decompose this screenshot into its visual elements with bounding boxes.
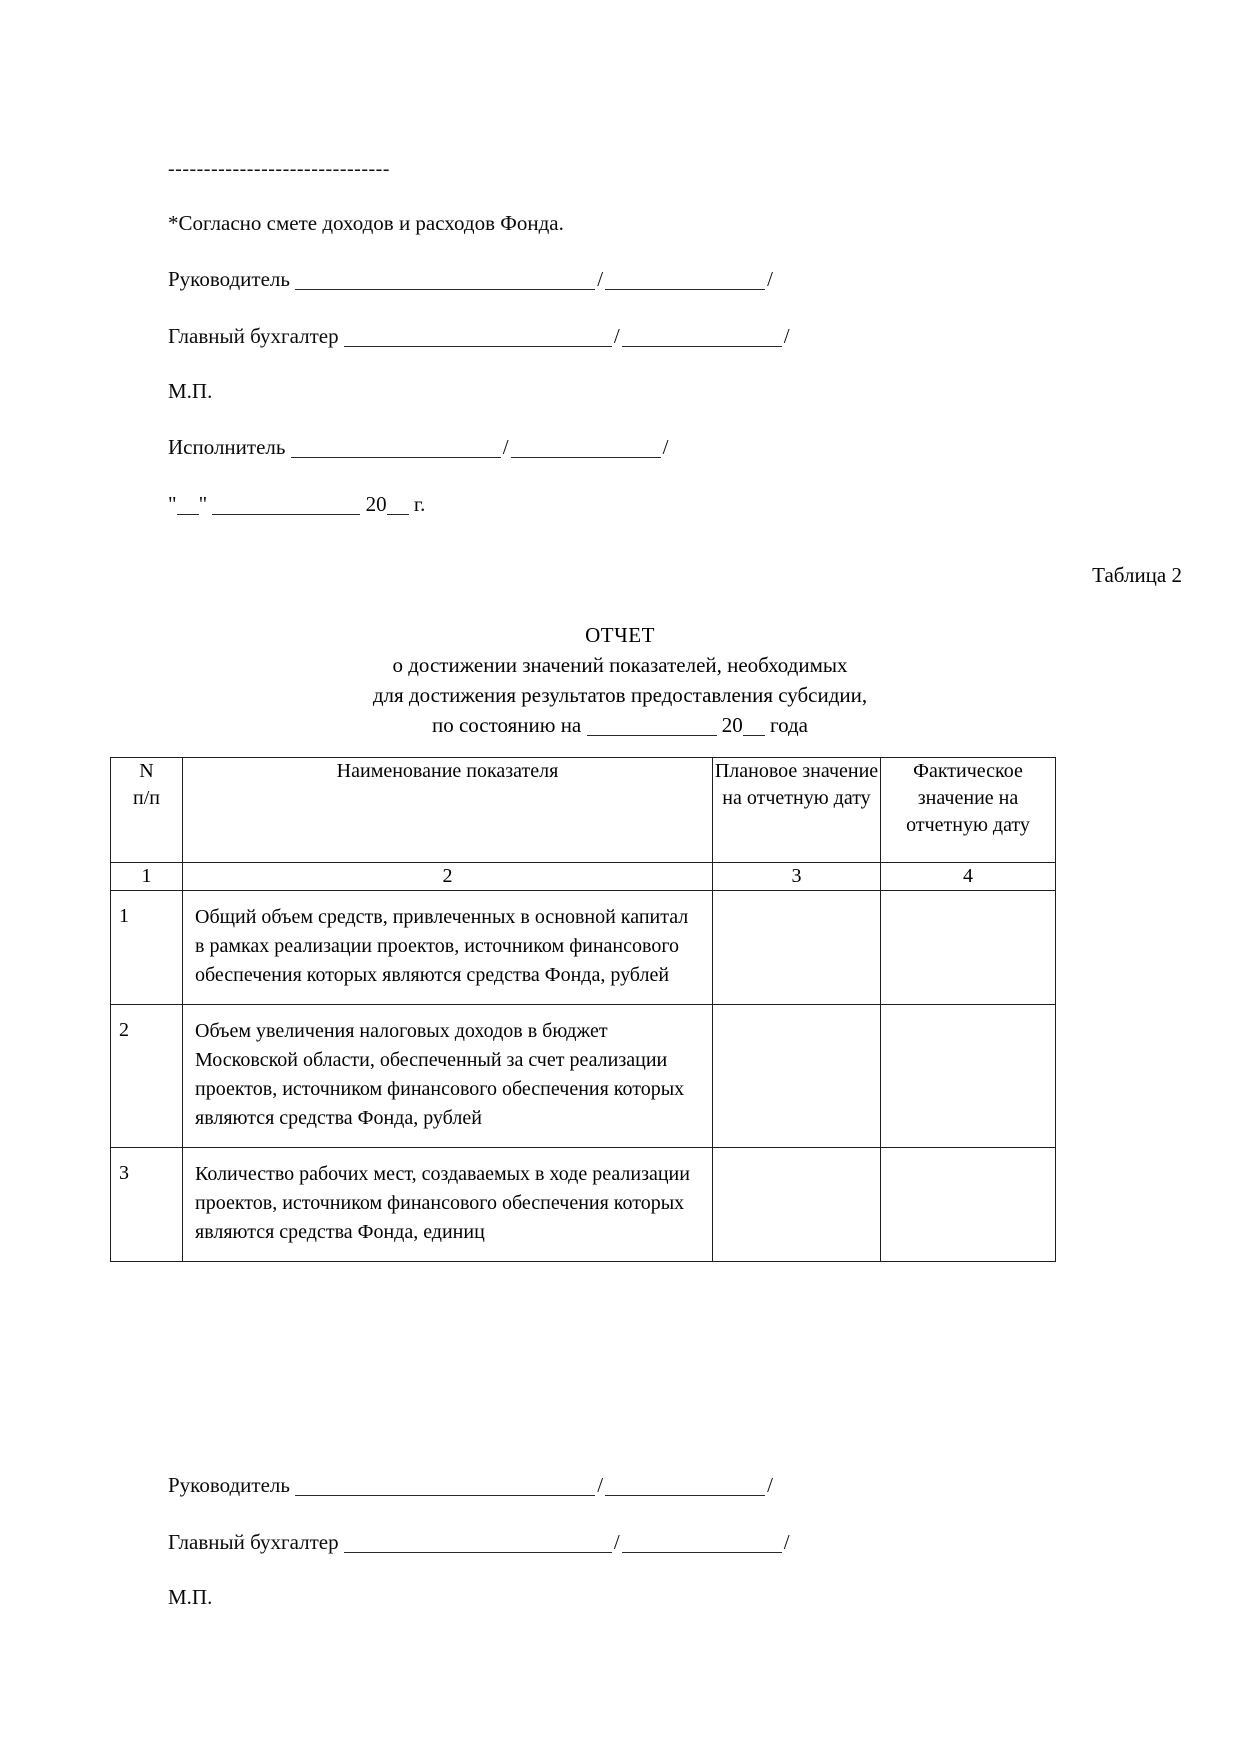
signature-row-accountant-top bbox=[168, 321, 1068, 351]
report-subtitle-line-2: для достижения результатов предоставления субсидии, bbox=[372, 683, 868, 707]
signature-rule-name[interactable] bbox=[295, 289, 595, 290]
date-month-rule[interactable] bbox=[212, 514, 360, 515]
signature-rule-decode[interactable] bbox=[605, 289, 765, 290]
report-title-block bbox=[0, 620, 1240, 740]
table-row bbox=[111, 891, 1056, 1005]
executor-slash-2: / bbox=[662, 435, 669, 459]
report-date-year-rule[interactable] bbox=[743, 735, 765, 736]
signature-slash-1: / bbox=[597, 267, 604, 291]
signature-rule-name[interactable] bbox=[295, 1495, 595, 1496]
table-header-number-n: N bbox=[139, 760, 154, 782]
table-header-number bbox=[111, 758, 183, 863]
row-fact-value[interactable] bbox=[881, 891, 1056, 1005]
signature-slash-1: / bbox=[613, 1530, 620, 1554]
report-date-prefix: по состоянию на bbox=[431, 713, 582, 737]
signature-slash-2: / bbox=[767, 267, 773, 291]
executor-rule-name[interactable] bbox=[291, 457, 501, 458]
row-number: 3 bbox=[111, 1148, 183, 1262]
signature-rule-decode[interactable] bbox=[622, 346, 782, 347]
column-number-3: 3 bbox=[713, 863, 881, 891]
column-number-1: 1 bbox=[111, 863, 183, 891]
table-header-plan: Плановое значение на отчетную дату bbox=[713, 758, 881, 863]
column-number-2: 2 bbox=[183, 863, 713, 891]
date-line-top bbox=[168, 489, 1068, 519]
dashed-separator: ------------------------------- bbox=[168, 158, 390, 180]
row-indicator-name: Количество рабочих мест, создаваемых в ходе реализации проектов, источником финансового обеспечения которых являются средства Фонда, единиц bbox=[183, 1148, 713, 1262]
row-number: 2 bbox=[111, 1005, 183, 1148]
date-year-suffix: г. bbox=[413, 492, 426, 516]
row-fact-value[interactable] bbox=[881, 1005, 1056, 1148]
signature-slash-2: / bbox=[783, 1530, 790, 1554]
top-signature-block bbox=[168, 155, 1068, 519]
row-plan-value[interactable] bbox=[713, 891, 881, 1005]
row-fact-value[interactable] bbox=[881, 1148, 1056, 1262]
report-date-rule[interactable] bbox=[587, 735, 717, 736]
date-year-rule[interactable] bbox=[387, 514, 409, 515]
table-row bbox=[111, 1148, 1056, 1262]
signature-rule-name[interactable] bbox=[344, 1552, 612, 1553]
signature-row-accountant-bottom bbox=[168, 1527, 1068, 1557]
signature-row-director-bottom bbox=[168, 1470, 1068, 1500]
table-number-label: Таблица 2 bbox=[1092, 563, 1182, 587]
date-year-prefix: 20 bbox=[365, 492, 387, 516]
report-date-suffix: года bbox=[770, 713, 809, 737]
table-row bbox=[111, 1005, 1056, 1148]
date-quote-close: " bbox=[198, 492, 208, 516]
signature-rule-decode[interactable] bbox=[605, 1495, 765, 1496]
date-day-rule[interactable] bbox=[177, 514, 199, 515]
report-date-year: 20 bbox=[721, 713, 743, 737]
signature-rule-decode[interactable] bbox=[622, 1552, 782, 1553]
signature-label-accountant-bottom: Главный бухгалтер bbox=[168, 1530, 339, 1554]
signature-row-director-top bbox=[168, 264, 1068, 294]
row-number: 1 bbox=[111, 891, 183, 1005]
table-header-fact: Фактическое значение на отчетную дату bbox=[881, 758, 1056, 863]
row-plan-value[interactable] bbox=[713, 1005, 881, 1148]
report-subtitle-line-1: о достижении значений показателей, необходимых bbox=[392, 653, 848, 677]
signature-row-executor bbox=[168, 432, 1068, 462]
stamp-label-top: М.П. bbox=[168, 379, 213, 403]
row-indicator-name: Объем увеличения налоговых доходов в бюджет Московской области, обеспеченный за счет реализации проектов, источником финансового обеспечения которых являются средства Фонда, рублей bbox=[183, 1005, 713, 1148]
column-number-4: 4 bbox=[881, 863, 1056, 891]
signature-slash-2: / bbox=[783, 324, 790, 348]
stamp-label-bottom: М.П. bbox=[168, 1585, 213, 1609]
page-title: ОТЧЕТ bbox=[585, 623, 655, 647]
footnote-text: *Согласно смете доходов и расходов Фонда. bbox=[168, 211, 564, 235]
report-date-line bbox=[0, 710, 1240, 740]
table-header-name: Наименование показателя bbox=[183, 758, 713, 863]
date-quote-open: " bbox=[168, 492, 177, 516]
signature-label-director-top: Руководитель bbox=[168, 267, 290, 291]
signature-slash-1: / bbox=[613, 324, 620, 348]
signature-slash-2: / bbox=[767, 1473, 773, 1497]
table-header-number-sub: п/п bbox=[133, 787, 160, 809]
footer-signature-block bbox=[168, 1470, 1068, 1611]
row-plan-value[interactable] bbox=[713, 1148, 881, 1262]
signature-label-director-bottom: Руководитель bbox=[168, 1473, 290, 1497]
indicators-table bbox=[110, 757, 1056, 1262]
signature-label-executor: Исполнитель bbox=[168, 435, 286, 459]
signature-rule-name[interactable] bbox=[344, 346, 612, 347]
table-header-row bbox=[111, 758, 1056, 863]
table-column-number-row bbox=[111, 863, 1056, 891]
signature-label-accountant-top: Главный бухгалтер bbox=[168, 324, 339, 348]
signature-slash-1: / bbox=[597, 1473, 604, 1497]
executor-rule-decode[interactable] bbox=[511, 457, 661, 458]
row-indicator-name: Общий объем средств, привлеченных в основной капитал в рамках реализации проектов, источником финансового обеспечения которых являются средства Фонда, рублей bbox=[183, 891, 713, 1005]
executor-slash-1: / bbox=[502, 435, 509, 459]
